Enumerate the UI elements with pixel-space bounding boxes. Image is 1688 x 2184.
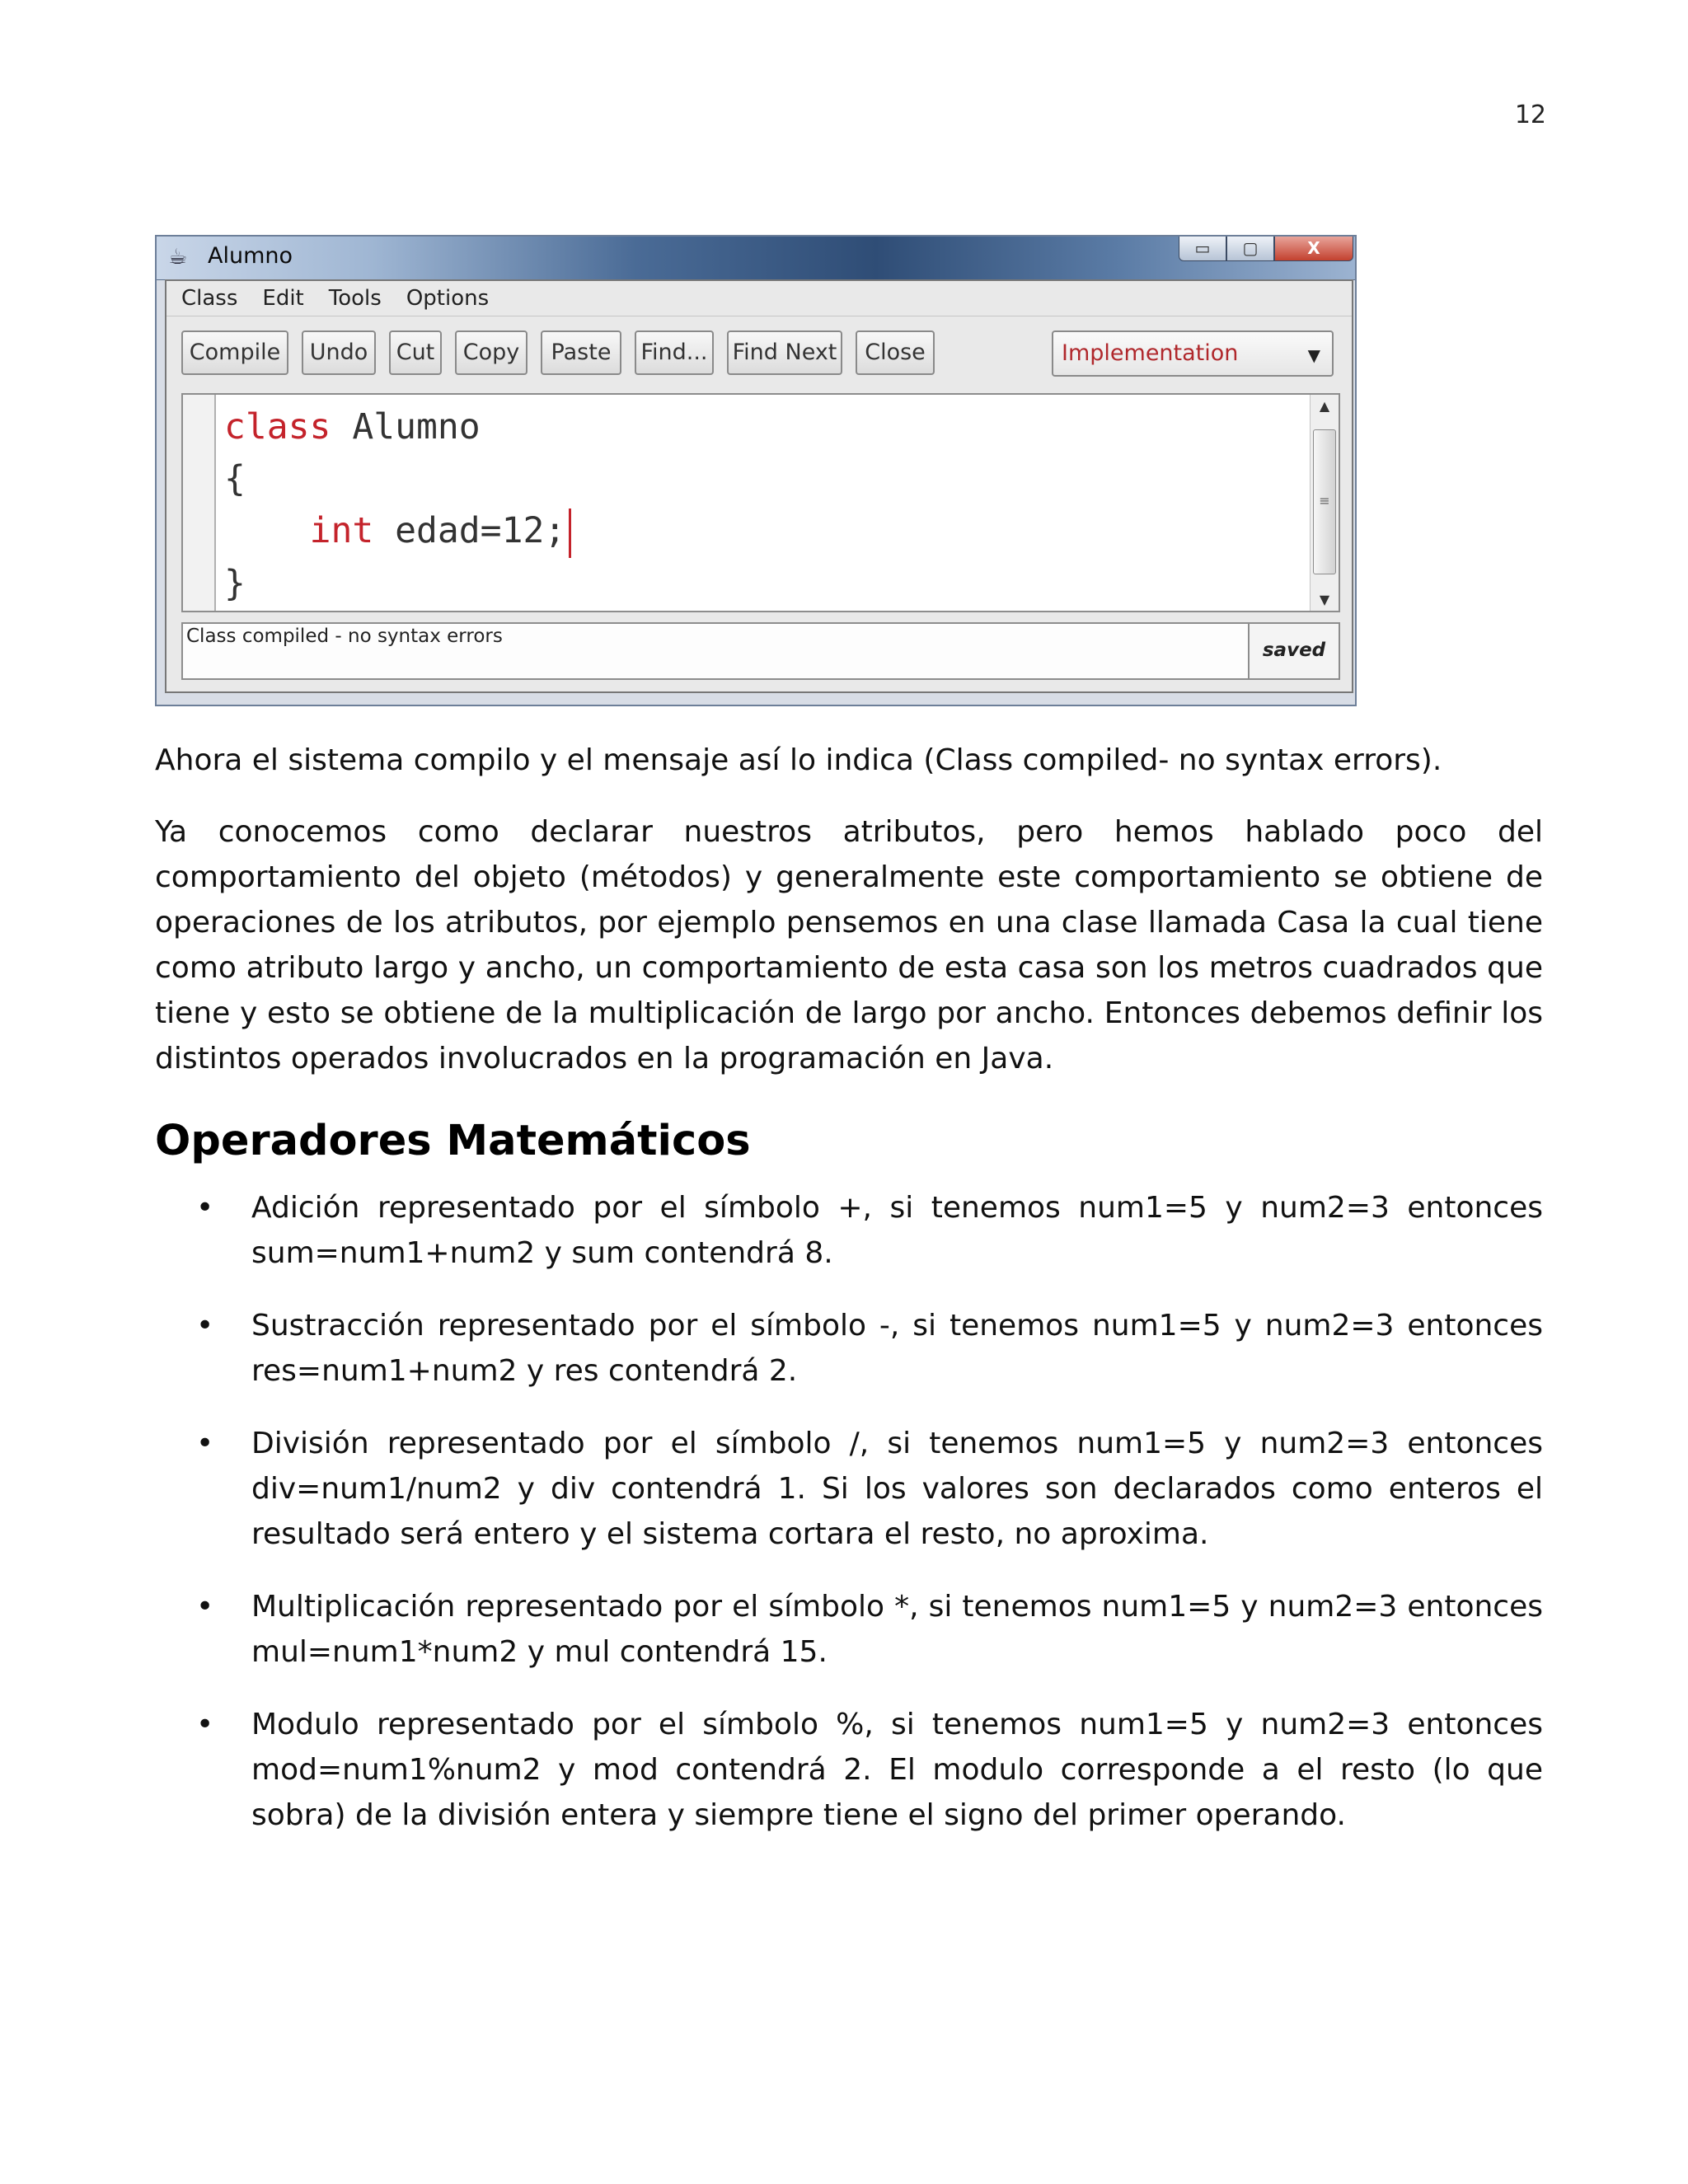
status-message: Class compiled - no syntax errors xyxy=(181,622,1250,680)
editor-gutter xyxy=(183,395,216,611)
page-number: 12 xyxy=(1514,101,1546,129)
menu-options[interactable]: Options xyxy=(406,286,490,311)
find-next-button[interactable]: Find Next xyxy=(727,330,842,375)
cut-button[interactable]: Cut xyxy=(389,330,442,375)
code-class-name: Alumno xyxy=(331,406,481,448)
menu-class[interactable]: Class xyxy=(181,286,238,311)
code-field-declaration: edad=12; xyxy=(373,510,566,551)
maximize-button[interactable]: ▢ xyxy=(1226,237,1274,261)
menu-tools[interactable]: Tools xyxy=(328,286,382,311)
bullet-icon: • xyxy=(196,1309,214,1343)
code-area[interactable] xyxy=(224,401,571,610)
editor-window xyxy=(155,235,1357,706)
paragraph-intro: Ya conocemos como declarar nuestros atributos, pero hemos hablado poco del comportamiento del objeto (métodos) y generalmente este comportamiento se obtiene de operaciones de los atributos, por ejemplo pensemos en una clase llamada Casa la cual tiene como atributo largo y ancho, un comportamiento de esta casa son los metros cuadrados que tiene y esto se obtiene de la multiplicación de largo por ancho. Entonces debemos definir los distintos operados involucrados en la programación en Java. xyxy=(155,815,1543,1076)
list-item xyxy=(155,1303,1543,1394)
close-window-button[interactable]: X xyxy=(1274,237,1353,261)
bullet-icon: • xyxy=(196,1427,214,1460)
operator-list xyxy=(155,1185,1543,1865)
list-item-text: Sustracción representado por el símbolo -, si tenemos num1=5 y num2=3 entonces res=num1+num2 y res contendrá 2. xyxy=(251,1309,1543,1388)
bullet-icon: • xyxy=(196,1708,214,1741)
menu-edit[interactable]: Edit xyxy=(262,286,304,311)
scrollbar-thumb[interactable] xyxy=(1313,429,1336,574)
list-item xyxy=(155,1702,1543,1838)
code-close-brace: } xyxy=(224,562,246,604)
compile-button[interactable]: Compile xyxy=(181,330,288,375)
bullet-icon: • xyxy=(196,1191,214,1225)
list-item-text: Multiplicación representado por el símbolo *, si tenemos num1=5 y num2=3 entonces mul=num1*num2 y mul contendrá 15. xyxy=(251,1590,1543,1669)
menu-bar xyxy=(166,281,1352,316)
section-heading: Operadores Matemáticos xyxy=(155,1117,751,1165)
arrow-up-icon[interactable]: ▲ xyxy=(1319,398,1330,414)
paste-button[interactable]: Paste xyxy=(541,330,621,375)
window-controls xyxy=(1179,237,1353,261)
window-title: Alumno xyxy=(208,243,293,269)
view-select-value: Implementation xyxy=(1062,340,1239,366)
minimize-button[interactable]: ▭ xyxy=(1179,237,1226,261)
code-open-brace: { xyxy=(224,458,246,499)
close-button[interactable]: Close xyxy=(856,330,935,375)
saved-indicator: saved xyxy=(1248,622,1340,680)
code-keyword-class: class xyxy=(224,406,331,448)
list-item-text: Adición representado por el símbolo +, si tenemos num1=5 y num2=3 entonces sum=num1+num2 y sum contendrá 8. xyxy=(251,1191,1543,1270)
editor-body xyxy=(165,279,1353,693)
code-editor[interactable] xyxy=(181,393,1340,612)
grip-icon: ≡ xyxy=(1319,493,1330,509)
chevron-down-icon: ▼ xyxy=(1307,345,1320,365)
list-item xyxy=(155,1185,1543,1276)
text-cursor xyxy=(569,509,571,558)
list-item-text: División representado por el símbolo /, si tenemos num1=5 y num2=3 entonces div=num1/num2 y div contendrá 1. Si los valores son declarados como enteros el resultado será entero y el sistema cortara el resto, no aproxima. xyxy=(251,1427,1543,1551)
view-select[interactable] xyxy=(1052,330,1334,377)
bullet-icon: • xyxy=(196,1590,214,1624)
title-bar[interactable] xyxy=(157,237,1355,280)
arrow-down-icon[interactable]: ▼ xyxy=(1319,592,1330,607)
paragraph-compiled: Ahora el sistema compilo y el mensaje así lo indica (Class compiled- no syntax errors). xyxy=(155,743,1442,777)
list-item xyxy=(155,1584,1543,1675)
java-cup-icon: ☕ xyxy=(168,245,188,269)
code-keyword-int: int xyxy=(309,510,374,551)
list-item xyxy=(155,1421,1543,1557)
undo-button[interactable]: Undo xyxy=(302,330,376,375)
list-item-text: Modulo representado por el símbolo %, si tenemos num1=5 y num2=3 entonces mod=num1%num2 y mod contendrá 2. El modulo corresponde a el resto (lo que sobra) de la división entera y siempre tiene el signo del primer operando. xyxy=(251,1708,1543,1832)
find-button[interactable]: Find... xyxy=(635,330,714,375)
vertical-scrollbar[interactable] xyxy=(1310,395,1339,611)
copy-button[interactable]: Copy xyxy=(455,330,528,375)
toolbar xyxy=(181,330,1337,377)
